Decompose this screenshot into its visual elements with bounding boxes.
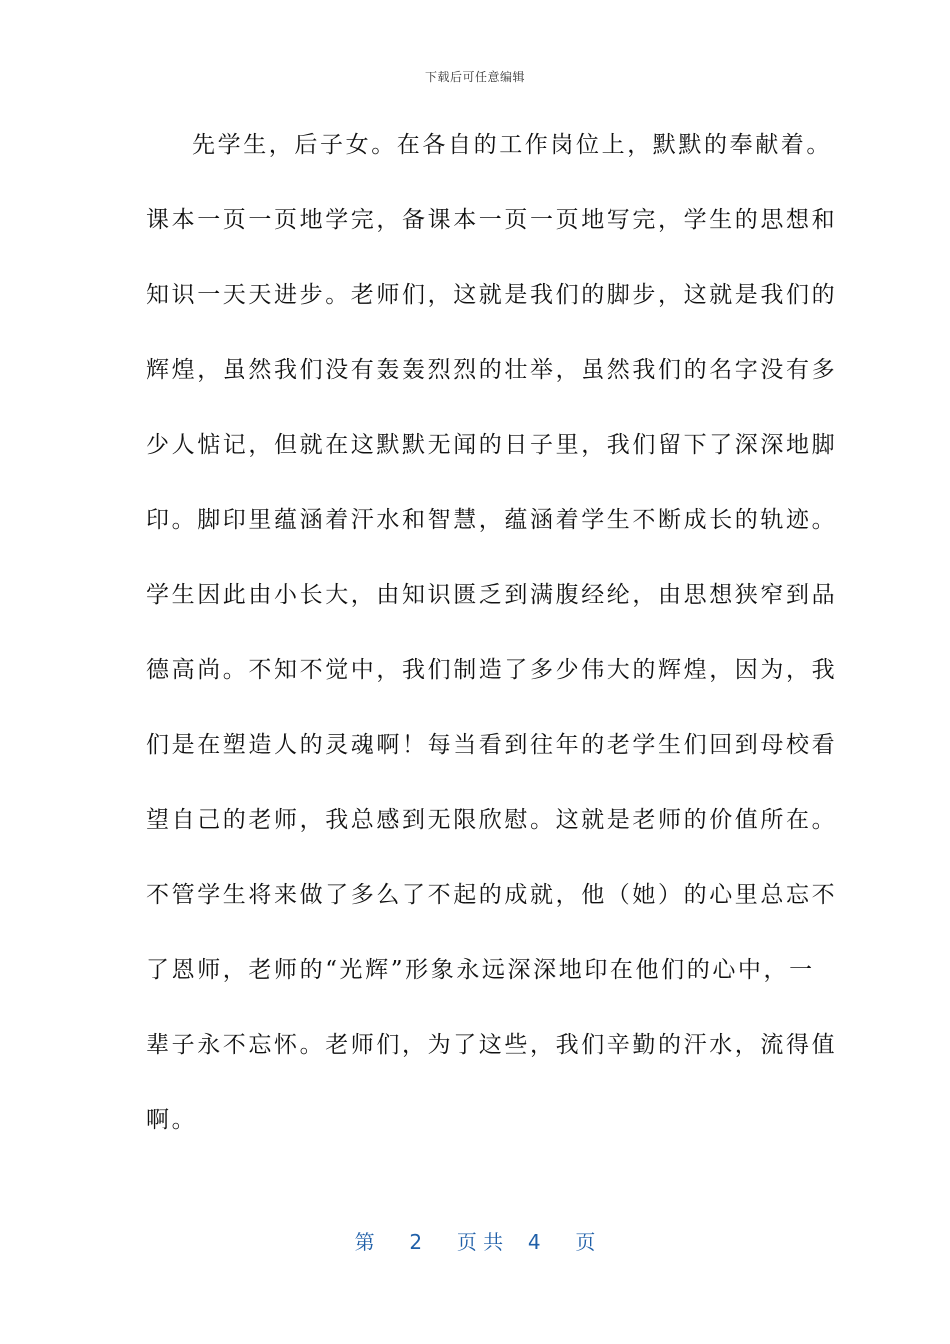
- paragraph-line: 啊。: [146, 1107, 198, 1133]
- page-label-prefix: 第: [354, 1230, 375, 1254]
- paragraph-line: 知识一天天进步。老师们，这就是我们的脚步，这就是我们的: [146, 282, 838, 308]
- current-page-number: 2: [409, 1230, 423, 1254]
- body-text: [146, 108, 838, 1158]
- paragraph-line: 了恩师，老师的“光辉”形象永远深深地印在他们的心中，一: [146, 957, 815, 983]
- paragraph-line: 们是在塑造人的灵魂啊！每当看到往年的老学生们回到母校看: [146, 732, 838, 758]
- paragraph-line: 学生因此由小长大，由知识匮乏到满腹经纶，由思想狭窄到品: [146, 582, 838, 608]
- paragraph-line: 不管学生将来做了多么了不起的成就，他（她）的心里总忘不: [146, 882, 838, 908]
- paragraph-line: 望自己的老师，我总感到无限欣慰。这就是老师的价值所在。: [146, 807, 838, 833]
- paragraph-line: 德高尚。不知不觉中，我们制造了多少伟大的辉煌，因为，我: [146, 657, 838, 683]
- page-number-footer: [0, 1226, 950, 1255]
- paragraph-line: 辉煌，虽然我们没有轰轰烈烈的壮举，虽然我们的名字没有多: [146, 357, 838, 383]
- page-label-suffix: 页: [575, 1230, 596, 1254]
- paragraph-line: 少人惦记，但就在这默默无闻的日子里，我们留下了深深地脚: [146, 432, 838, 458]
- paragraph-line: 印。脚印里蕴涵着汗水和智慧，蕴涵着学生不断成长的轨迹。: [146, 507, 838, 533]
- total-page-number: 4: [527, 1230, 541, 1254]
- paragraph-line: 先学生，后子女。在各自的工作岗位上，默默的奉献着。: [192, 132, 832, 158]
- paragraph-line: 辈子永不忘怀。老师们，为了这些，我们辛勤的汗水，流得值: [146, 1032, 838, 1058]
- header-note: 下载后可任意编辑: [424, 70, 525, 84]
- page-label-middle: 页 共: [456, 1230, 504, 1254]
- paragraph-line: 课本一页一页地学完，备课本一页一页地写完，学生的思想和: [146, 207, 838, 233]
